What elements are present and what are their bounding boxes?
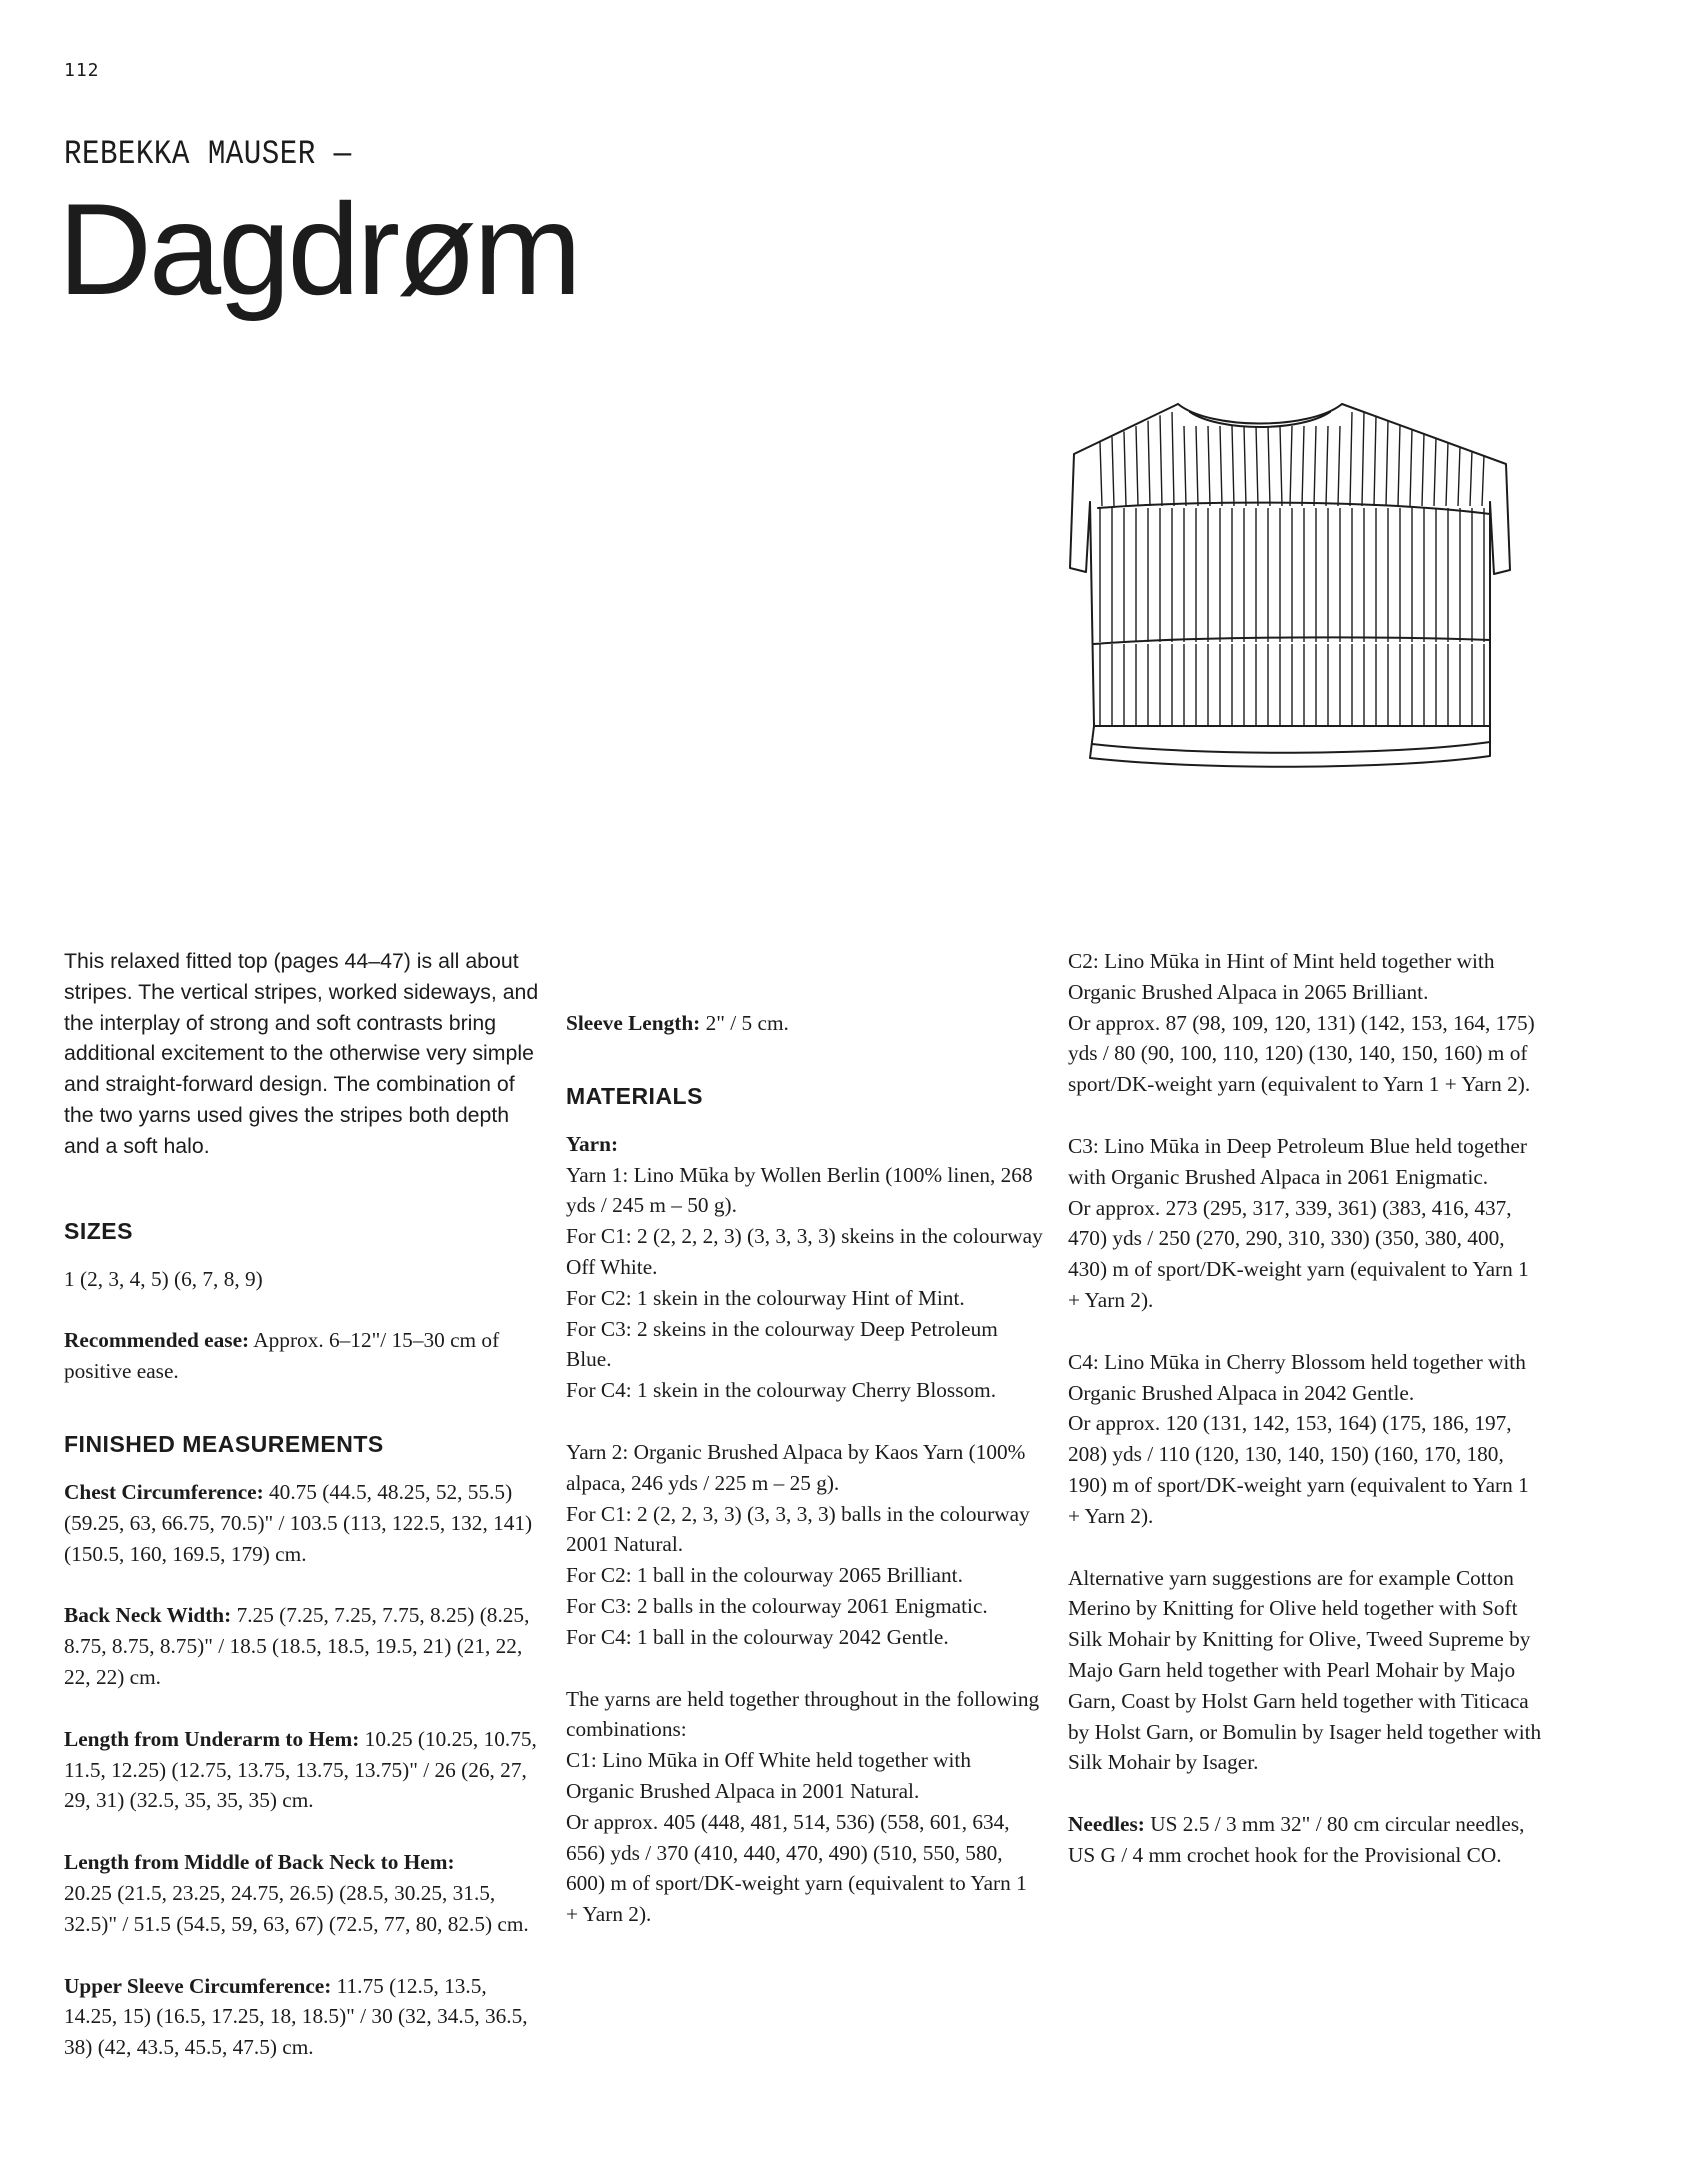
stripe-line bbox=[1112, 437, 1114, 506]
c2-paragraph bbox=[1068, 946, 1546, 1100]
c1-line: C1: Lino Mūka in Off White held together with Organic Brushed Alpaca in 2001 Natural. bbox=[566, 1748, 971, 1803]
c4-paragraph bbox=[1068, 1347, 1546, 1532]
column-one bbox=[64, 946, 542, 2094]
neck-label: Back Neck Width: bbox=[64, 1603, 232, 1628]
stripe-line bbox=[1124, 432, 1126, 507]
stripe-line bbox=[1362, 412, 1364, 506]
combination-paragraph bbox=[566, 1684, 1044, 1930]
stripe-line bbox=[1148, 421, 1150, 506]
stripe-line bbox=[1374, 416, 1376, 506]
c4-line: C4: Lino Mūka in Cherry Blossom held together with Organic Brushed Alpaca in 2042 Gentle. bbox=[1068, 1349, 1526, 1405]
yarn2-line: For C2: 1 ball in the colourway 2065 Brilliant. bbox=[566, 1563, 963, 1588]
stripe-line bbox=[1386, 421, 1388, 506]
stripe-line bbox=[1160, 415, 1162, 506]
c1-line: Or approx. 405 (448, 481, 514, 536) (558, 601, 634, 656) yds / 370 (410, 440, 470, 490) (510, 550, 580, 600) m of sport/DK-weight yarn (equivalent to Yarn 1 + Yarn 2). bbox=[566, 1809, 1027, 1927]
yarn2-paragraph bbox=[566, 1437, 1044, 1653]
alternative-yarns: Alternative yarn suggestions are for example Cotton Merino by Knitting for Olive held together with Soft Silk Mohair by Knitting for Olive, Tweed Supreme by Majo Garn held together with Pearl Mohair by Majo Garn, Coast by Holst Garn held together with Titicaca by Holst Garn, or Bomulin by Isager held together with Silk Mohair by Isager. bbox=[1068, 1565, 1542, 1775]
stripe-line bbox=[1458, 446, 1460, 506]
stripe-line bbox=[1302, 426, 1304, 506]
backneck-paragraph bbox=[64, 1847, 542, 1939]
yarn2-line: Yarn 2: Organic Brushed Alpaca by Kaos Yarn (100% alpaca, 246 yds / 225 m – 25 g). bbox=[566, 1439, 1026, 1495]
stripe-line bbox=[1338, 426, 1340, 506]
c3-paragraph bbox=[1068, 1131, 1546, 1316]
stripe-line bbox=[1434, 438, 1436, 506]
c2-line: C2: Lino Mūka in Hint of Mint held together with Organic Brushed Alpaca in 2065 Brilliant. bbox=[1068, 949, 1495, 1004]
sleeve-length-text: 2" / 5 cm. bbox=[705, 1011, 789, 1035]
sleeve-circ-label: Upper Sleeve Circumference: bbox=[64, 1973, 332, 1998]
designer-name: REBEKKA MAUSER — bbox=[64, 136, 352, 174]
neck-text: 7.25 (7.25, 7.25, 7.75, 8.25) (8.25, 8.75, 8.75, 8.75)" / 18.5 (18.5, 18.5, 19.5, 21) (21, 22, 22, 22) cm. bbox=[64, 1603, 530, 1689]
stripe-line bbox=[1268, 426, 1270, 506]
sleeve-circ-paragraph bbox=[64, 1971, 542, 2063]
sleeve-length-paragraph bbox=[566, 1008, 1044, 1039]
stripe-line bbox=[1100, 442, 1102, 506]
c4-line: Or approx. 120 (131, 142, 153, 164) (175, 186, 197, 208) yds / 110 (120, 130, 140, 150) (160, 170, 180, 190) m of sport/DK-weight yarn (equivalent to Yarn 1 + Yarn 2). bbox=[1068, 1411, 1529, 1528]
stripe-line bbox=[1410, 429, 1412, 506]
yarn2-line: For C3: 2 balls in the colourway 2061 Enigmatic. bbox=[566, 1593, 988, 1618]
yarn1-line: For C4: 1 skein in the colourway Cherry Blossom. bbox=[566, 1378, 997, 1403]
chest-paragraph bbox=[64, 1477, 542, 1569]
yarn1-line: Yarn 1: Lino Mūka by Wollen Berlin (100% linen, 268 yds / 245 m – 50 g). bbox=[566, 1162, 1033, 1218]
ease-label: Recommended ease: bbox=[64, 1328, 250, 1353]
measurements-heading: FINISHED MEASUREMENTS bbox=[64, 1430, 384, 1457]
combination-intro: The yarns are held together throughout in the following combinations: bbox=[566, 1686, 1040, 1742]
stripe-line bbox=[1326, 426, 1328, 506]
backneck-text: 20.25 (21.5, 23.25, 24.75, 26.5) (28.5, 30.25, 31.5, 32.5)" / 51.5 (54.5, 59, 63, 67) (72.5, 77, 80, 82.5) cm. bbox=[64, 1880, 529, 1936]
ease-text: Approx. 6–12"/ 15–30 cm of positive ease. bbox=[64, 1328, 500, 1384]
stripe-line bbox=[1196, 426, 1198, 506]
sizes-heading: SIZES bbox=[64, 1217, 133, 1244]
materials-heading: MATERIALS bbox=[566, 1082, 703, 1109]
stripe-line bbox=[1470, 451, 1472, 506]
chest-label: Chest Circumference: bbox=[64, 1479, 264, 1504]
stripe-line bbox=[1256, 426, 1258, 506]
page-number: 112 bbox=[64, 60, 100, 81]
stripe-line bbox=[1220, 426, 1222, 506]
column-two-main bbox=[566, 946, 1044, 1961]
backneck-label: Length from Middle of Back Neck to Hem: bbox=[64, 1850, 455, 1875]
yarn1-line: For C1: 2 (2, 2, 2, 3) (3, 3, 3, 3) skeins in the colourway Off White. bbox=[566, 1224, 1043, 1279]
stripe-line bbox=[1208, 426, 1210, 506]
underarm-label: Length from Underarm to Hem: bbox=[64, 1726, 360, 1751]
stripe-line bbox=[1482, 455, 1484, 506]
underarm-paragraph bbox=[64, 1724, 542, 1816]
yarn-label: Yarn: bbox=[566, 1131, 619, 1156]
yarn1-line: For C3: 2 skeins in the colourway Deep Petroleum Blue. bbox=[566, 1316, 998, 1372]
yarn2-line: For C1: 2 (2, 2, 3, 3) (3, 3, 3, 3) balls in the colourway 2001 Natural. bbox=[566, 1501, 1030, 1557]
yarn1-line: For C2: 1 skein in the colourway Hint of Mint. bbox=[566, 1285, 965, 1310]
sizes-values: 1 (2, 3, 4, 5) (6, 7, 8, 9) bbox=[64, 1266, 263, 1291]
sleeve-length-label: Sleeve Length: bbox=[566, 1011, 701, 1035]
neck-paragraph bbox=[64, 1600, 542, 1692]
stripe-line bbox=[1350, 412, 1352, 506]
stripe-line bbox=[1398, 425, 1400, 506]
stripe-line bbox=[1172, 412, 1174, 506]
underarm-text: 10.25 (10.25, 10.75, 11.5, 12.25) (12.75, 13.75, 13.75, 13.75)" / 26 (26, 27, 29, 31) (32.5, 35, 35, 35) cm. bbox=[64, 1726, 537, 1813]
needles-text: US 2.5 / 3 mm 32" / 80 cm circular needles, US G / 4 mm crochet hook for the Provisional CO. bbox=[1068, 1812, 1525, 1867]
stripe-line bbox=[1314, 426, 1316, 506]
chest-text: 40.75 (44.5, 48.25, 52, 55.5) (59.25, 63, 66.75, 70.5)" / 103.5 (113, 122.5, 132, 141) (150.5, 160, 169.5, 179) cm. bbox=[64, 1479, 533, 1566]
column-three bbox=[1068, 946, 1546, 1902]
yarn1-paragraph bbox=[566, 1129, 1044, 1406]
yarn2-line: For C4: 1 ball in the colourway 2042 Gentle. bbox=[566, 1624, 949, 1649]
needles-paragraph bbox=[1068, 1809, 1546, 1871]
stripe-line bbox=[1446, 442, 1448, 506]
c2-line: Or approx. 87 (98, 109, 120, 131) (142, 153, 164, 175) yds / 80 (90, 100, 110, 120) (130, 140, 150, 160) m of sport/DK-weight yarn (equivalent to Yarn 1 + Yarn 2). bbox=[1068, 1010, 1535, 1097]
stripe-line bbox=[1280, 426, 1282, 506]
ease-paragraph bbox=[64, 1325, 542, 1387]
sleeve-circ-text: 11.75 (12.5, 13.5, 14.25, 15) (16.5, 17.25, 18, 18.5)" / 30 (32, 34.5, 36.5, 38) (42, 43.5, 45.5, 47.5) cm. bbox=[64, 1973, 528, 2060]
stripe-line bbox=[1422, 434, 1424, 506]
needles-label: Needles: bbox=[1068, 1812, 1145, 1837]
stripe-line bbox=[1184, 426, 1186, 506]
page-title: Dagdrøm bbox=[58, 176, 579, 322]
c3-line: C3: Lino Mūka in Deep Petroleum Blue held together with Organic Brushed Alpaca in 2061 Enigmatic. bbox=[1068, 1133, 1527, 1189]
stripe-line bbox=[1290, 426, 1292, 506]
stripe-line bbox=[1232, 426, 1234, 506]
stripe-line bbox=[1136, 426, 1138, 506]
c3-line: Or approx. 273 (295, 317, 339, 361) (383, 416, 437, 470) yds / 250 (270, 290, 310, 330) (350, 380, 400, 430) m of sport/DK-weight yarn (equivalent to Yarn 1 + Yarn 2). bbox=[1068, 1195, 1529, 1312]
intro-text: This relaxed fitted top (pages 44–47) is all about stripes. The vertical stripes, worked sideways, and the interplay of strong and soft contrasts bring additional excitement to the otherwise very simple and straight-forward design. The combination of the two yarns used gives the stripes both depth and a soft halo. bbox=[64, 949, 539, 1158]
stripe-line bbox=[1244, 426, 1246, 506]
sweater-sketch-icon bbox=[1060, 396, 1520, 816]
